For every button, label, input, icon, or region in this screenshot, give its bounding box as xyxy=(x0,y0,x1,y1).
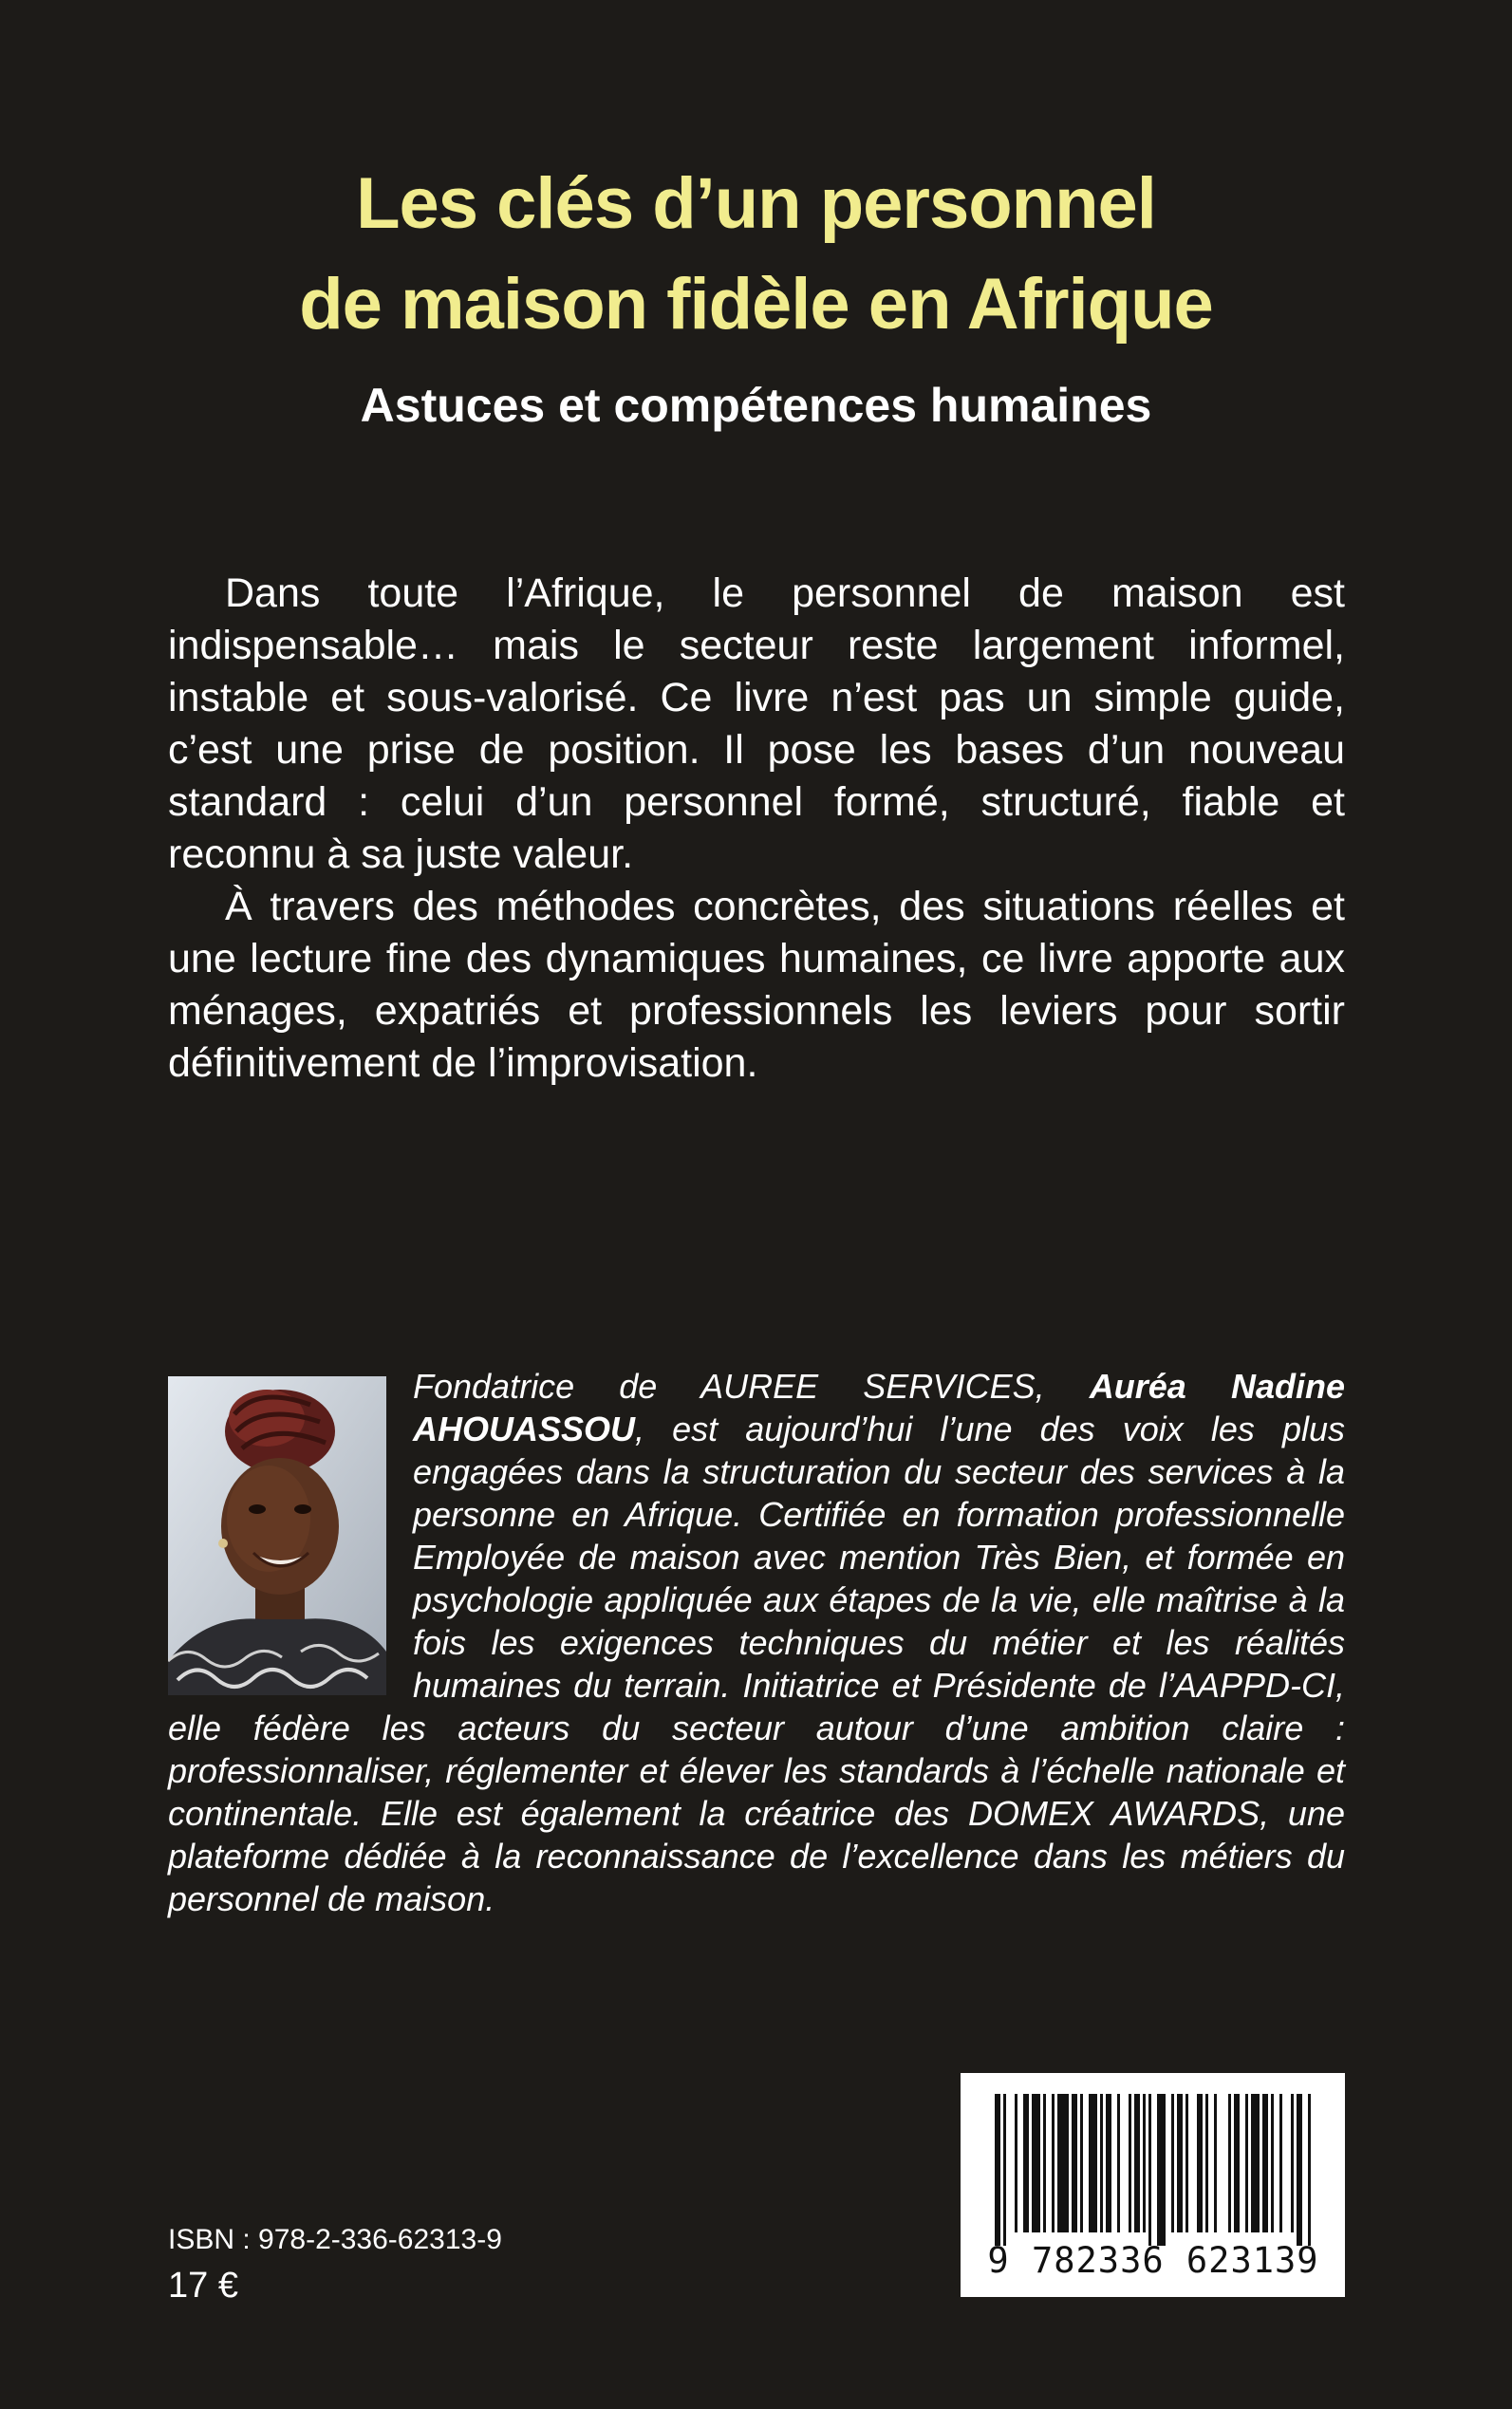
barcode-bar xyxy=(1015,2094,1017,2232)
barcode-bar xyxy=(1100,2094,1103,2232)
barcode-digits: 9 782336 623139 xyxy=(987,2240,1319,2281)
barcode-bar xyxy=(1148,2094,1151,2246)
barcode-bar xyxy=(1003,2094,1006,2246)
author-portrait-photo xyxy=(168,1376,386,1695)
barcode-bar xyxy=(1234,2094,1240,2232)
book-price: 17 € xyxy=(168,2266,238,2306)
barcode-bar xyxy=(1205,2094,1208,2232)
book-title-line-2: de maison fidèle en Afrique xyxy=(299,264,1213,345)
barcode-bar xyxy=(1143,2094,1146,2232)
book-title-line-1: Les clés d’un personnel xyxy=(356,163,1156,244)
barcode-bar xyxy=(1089,2094,1097,2232)
barcode-bar xyxy=(1043,2094,1046,2232)
barcode-bar xyxy=(1171,2094,1174,2232)
barcode-bar xyxy=(1032,2094,1040,2232)
blurb-paragraph-1: Dans toute l’Afrique, le personnel de maison est indispensable… mais le secteur reste largement informel, instable et sous-valorisé. Ce livre n’est pas un simple guide, c’est une prise de position. Il pose les bases d’un nouveau standard : celui d’un personnel formé, structuré, fiable et reconnu à sa juste valeur. xyxy=(168,570,1345,877)
barcode-bar xyxy=(1080,2094,1083,2232)
author-bio-text: , est aujourd’hui l’une des voix les plus engagées dans la structuration du secteur des services à la personne en Afrique. Certifiée en formation professionnelle Employée de maison avec mention Très Bien, et formée en psychologie appliquée aux étapes de la vie, elle maîtrise à la fois les exigences techniques du métier et les réalités humaines du terrain. Initiatrice et Présidente de l’AAPPD-CI, elle fédère les acteurs du secteur autour d’une ambition claire : professionnaliser, réglementer et élever les standards à l’échelle nationale et continentale. Elle est également la créatrice des DOMEX AWARDS, une plateforme dédiée à la reconnaissance de l’excellence dans les métiers du personnel de maison. xyxy=(168,1410,1345,1918)
barcode-bar xyxy=(1262,2094,1268,2232)
barcode-bar xyxy=(1106,2094,1111,2232)
barcode-bars-icon xyxy=(995,2094,1314,2246)
author-name: Auréa Nadine AHOUASSOU xyxy=(413,1367,1345,1448)
barcode-bar xyxy=(1271,2094,1274,2232)
barcode-bar xyxy=(1214,2094,1217,2232)
barcode-bar xyxy=(1117,2094,1120,2232)
author-bio-intro: Fondatrice de AUREE SERVICES, xyxy=(413,1367,1090,1406)
barcode-bar xyxy=(1129,2094,1131,2232)
barcode-bar xyxy=(995,2094,1000,2246)
barcode-bar xyxy=(1023,2094,1029,2232)
back-cover-blurb xyxy=(168,568,1345,1090)
barcode-bar xyxy=(1052,2094,1055,2232)
barcode-bar xyxy=(1185,2094,1188,2232)
barcode-bar xyxy=(1072,2094,1077,2232)
book-subtitle: Astuces et compétences humaines xyxy=(360,379,1152,432)
barcode-bar xyxy=(1197,2094,1203,2232)
barcode-bar xyxy=(1134,2094,1140,2232)
barcode-bar xyxy=(1279,2094,1282,2232)
isbn-number: ISBN : 978-2-336-62313-9 xyxy=(168,2224,502,2255)
barcode-bar xyxy=(1057,2094,1069,2232)
barcode-bar xyxy=(1157,2094,1166,2246)
barcode-bar xyxy=(1177,2094,1183,2232)
barcode-bar xyxy=(1251,2094,1260,2232)
barcode-bar xyxy=(1297,2094,1302,2246)
author-biography xyxy=(168,1365,1345,1920)
author-portrait-icon xyxy=(168,1376,386,1695)
barcode-bar xyxy=(1308,2094,1311,2246)
barcode-bar xyxy=(1291,2094,1294,2232)
barcode-bar xyxy=(1228,2094,1231,2232)
blurb-paragraph-2: À travers des méthodes concrètes, des situations réelles et une lecture fine des dynamiques humaines, ce livre apporte aux ménages, expatriés et professionnels les leviers pour sortir définitivement de l’improvisation. xyxy=(168,884,1345,1086)
barcode-bar xyxy=(1245,2094,1248,2232)
barcode xyxy=(961,2073,1345,2297)
